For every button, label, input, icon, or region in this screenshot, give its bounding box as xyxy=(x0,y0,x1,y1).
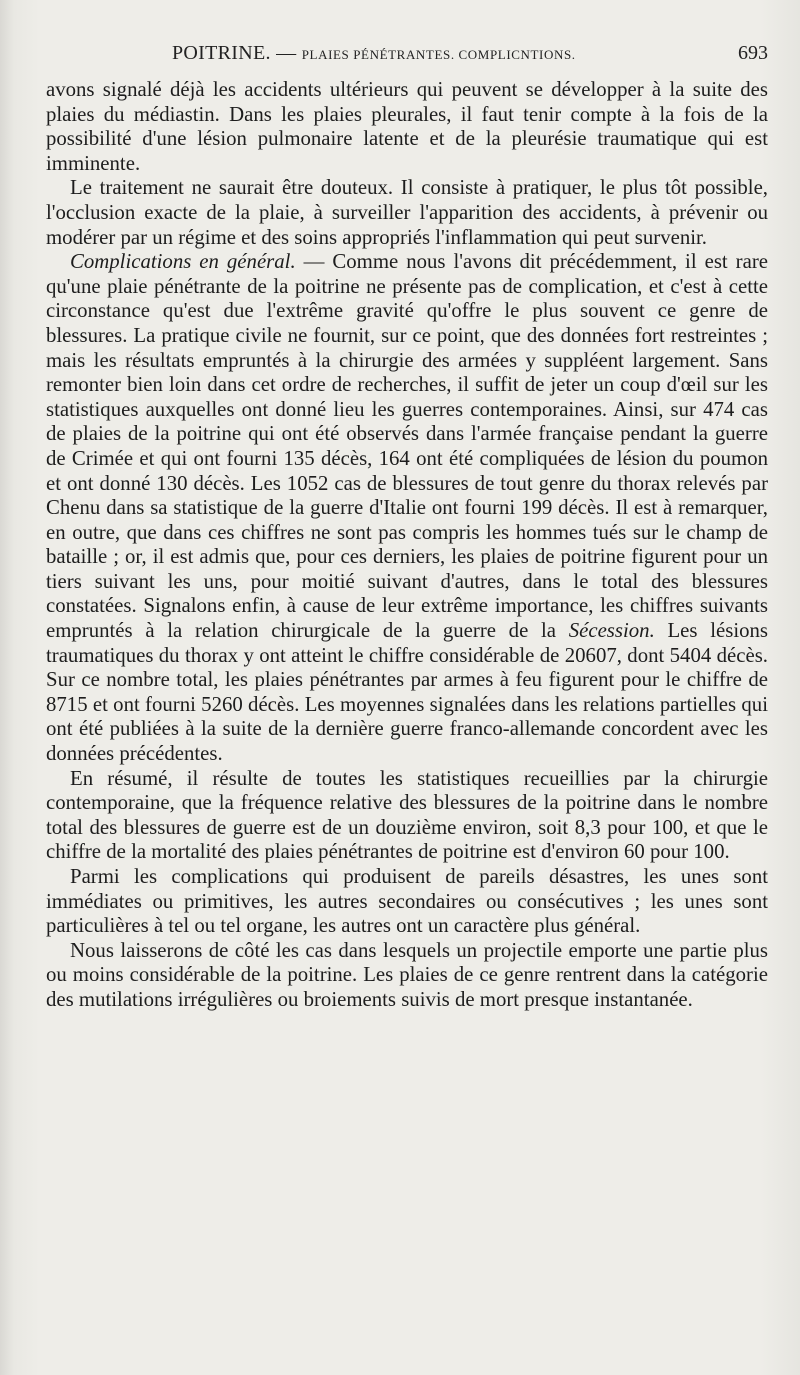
paragraph-4-text: En résumé, il résulte de toutes les statistiques recueillies par la chirurgie contemporaine, que la fréquence relative des blessures de la poitrine dans le nombre total des blessures de guerre est de un douzième environ, soit 8,3 pour 100, et que le chiffre de la mortalité des plaies pénétrantes de poitrine est d'environ 60 pour 100. xyxy=(46,766,768,864)
paragraph-1 xyxy=(46,78,768,176)
paragraph-2 xyxy=(46,176,768,250)
body-text xyxy=(46,78,768,1013)
paragraph-5 xyxy=(46,865,768,939)
paragraph-3-text-after: Les lésions traumatiques du thorax y ont atteint le chiffre considérable de 20607, dont 5404 décès. Sur ce nombre total, les plaies pénétrantes par armes à feu figurent pour le chiffre de 8715 et ont fourni 5260 décès. Les moyennes signalées dans les relations partielles qui ont été publiées à la suite de la dernière guerre franco-allemande concordent avec les données précédentes. xyxy=(46,619,768,766)
running-head xyxy=(172,42,576,65)
running-head-title: POITRINE. xyxy=(172,42,271,64)
running-head-dash: — xyxy=(270,42,302,64)
secession-term: Sécession. xyxy=(568,619,655,643)
paragraph-3-text: — Comme nous l'avons dit précédemment, il est rare qu'une plaie pénétrante de la poitrine ne présente pas de complication, et c'est à cette circonstance qu'est due l'extrême gravité qu'offre le plus souvent ce genre de blessures. La pratique civile ne fournit, sur ce point, que des données fort restreintes ; mais les résultats empruntés à la chirurgie des armées y suppléent largement. Sans remonter bien loin dans cet ordre de recherches, il suffit de jeter un coup d'œil sur les statistiques auxquelles ont donné lieu les guerres contemporaines. Ainsi, sur 474 cas de plaies de la poitrine qui ont été observés dans l'armée française pendant la guerre de Crimée et qui ont fourni 135 décès, 164 ont été compliquées de lésion du poumon et ont donné 130 décès. Les 1052 cas de blessures de tout genre du thorax relevés par Chenu dans sa statistique de la guerre d'Italie ont fourni 199 décès. Il est à remarquer, en outre, que dans ces chiffres ne sont pas compris les hommes tués sur le champ de bataille ; or, il est admis que, pour ces derniers, les plaies de poitrine figurent pour un tiers suivant les uns, pour moitié suivant d'autres, dans le total des blessures constatées. Signalons enfin, à cause de leur extrême importance, les chiffres suivants empruntés à la relation chirurgicale de la guerre de la xyxy=(46,250,768,643)
paragraph-5-text: Parmi les complications qui produisent de pareils désastres, les unes sont immédiates ou primitives, les autres secondaires ou consécutives ; les unes sont particulières à tel ou tel organe, les autres ont un caractère plus général. xyxy=(46,865,768,938)
page-number: 693 xyxy=(738,42,768,64)
section-heading: Complications en général. xyxy=(70,250,296,274)
page-header xyxy=(46,38,768,78)
running-head-subtitle: PLAIES PÉNÉTRANTES. COMPLICNTIONS. xyxy=(301,47,576,62)
paragraph-1-text: avons signalé déjà les accidents ultérieurs qui peuvent se développer à la suite des plaies du médiastin. Dans les plaies pleurales, il faut tenir compte à la fois de la possibilité d'une lésion pulmonaire latente et de la pleurésie traumatique qui est imminente. xyxy=(46,78,768,175)
paragraph-2-text: Le traitement ne saurait être douteux. Il consiste à pratiquer, le plus tôt possible, l'occlusion exacte de la plaie, à surveiller l'apparition des accidents, à prévenir ou modérer par un régime et des soins appropriés l'inflammation qui peut survenir. xyxy=(46,176,768,249)
paragraph-6 xyxy=(46,939,768,1013)
paragraph-4 xyxy=(46,767,768,865)
paragraph-3 xyxy=(46,250,768,766)
paragraph-6-text: Nous laisserons de côté les cas dans lesquels un projectile emporte une partie plus ou moins considérable de la poitrine. Les plaies de ce genre rentrent dans la catégorie des mutilations irrégulières ou broiements suivis de mort presque instantanée. xyxy=(46,938,768,1011)
